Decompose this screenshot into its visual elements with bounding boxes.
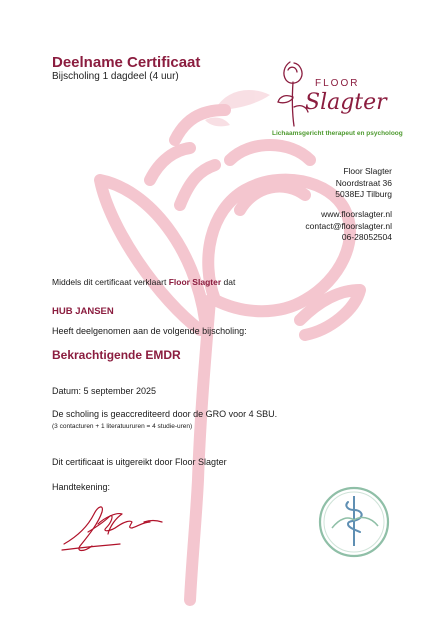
signature-label: Handtekening: [52, 482, 111, 492]
address-block [335, 166, 392, 201]
contact-website: www.floorslagter.nl [321, 209, 392, 219]
intro-suffix: dat [223, 277, 236, 287]
handwritten-signature [58, 496, 168, 558]
address-name: Floor Slagter [343, 166, 392, 176]
course-title: Bekrachtigende EMDR [52, 348, 181, 362]
logo-slagter-text: Slagter [305, 90, 387, 115]
intro-issuer-name: Floor Slagter [168, 277, 222, 287]
certificate-title: Deelname Certificaat [52, 54, 201, 71]
logo-floor-text: FLOOR [315, 78, 360, 89]
certificate-subtitle: Bijscholing 1 dagdeel (4 uur) [52, 71, 179, 82]
participation-statement: Heeft deelgenomen aan de volgende bijscholing: [52, 326, 247, 336]
participant-name: HUB JANSEN [52, 306, 114, 317]
issued-by-statement: Dit certificaat is uitgereikt door Floor Slagter [52, 457, 227, 467]
accreditation-statement: De scholing is geaccrediteerd door de GRO voor 4 SBU. [52, 409, 278, 419]
contact-phone: 06-28052504 [341, 232, 392, 242]
course-date: Datum: 5 september 2025 [52, 386, 157, 396]
address-street: Noordstraat 36 [335, 177, 392, 188]
accreditation-note: (3 contacturen + 1 literatuururen = 4 studie-uren) [52, 423, 193, 430]
intro-prefix: Middels dit certificaat verklaart [52, 277, 167, 287]
logo-tagline: Lichaamsgericht therapeut en psycholoog [272, 130, 403, 137]
contact-block [305, 209, 392, 244]
intro-statement [52, 277, 235, 287]
address-city: 5038EJ Tilburg [335, 189, 392, 199]
gro-erkend-seal-icon [318, 486, 390, 558]
contact-email: contact@floorslagter.nl [305, 220, 392, 231]
